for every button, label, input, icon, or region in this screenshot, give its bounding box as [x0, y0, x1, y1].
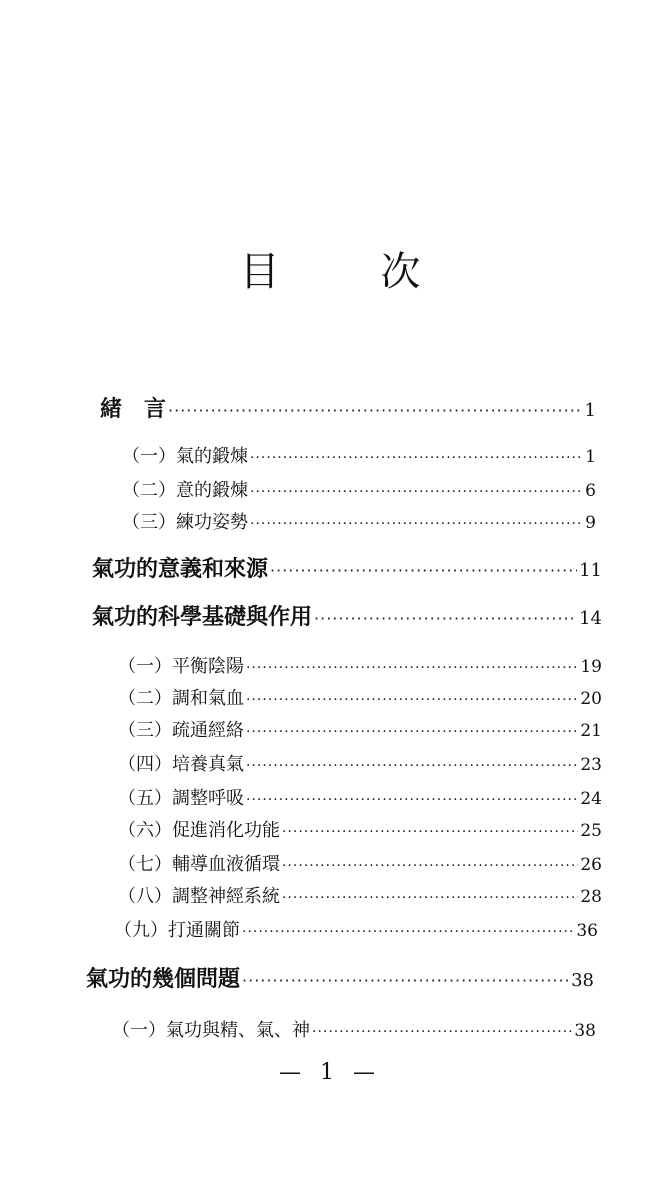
- dot-leader: [246, 758, 578, 774]
- toc-entry-page: 6: [585, 481, 596, 501]
- toc-entry[interactable]: [118, 850, 602, 876]
- toc-entry[interactable]: [118, 882, 602, 908]
- toc-entry[interactable]: [122, 508, 596, 534]
- dot-leader: [312, 1024, 572, 1040]
- dot-leader: [270, 561, 577, 580]
- toc-entry-page: 38: [574, 1021, 596, 1041]
- toc-entry-label: 氣功的科學基礎與作用: [92, 605, 313, 630]
- toc-entry-page: 1: [585, 447, 596, 467]
- toc-entry-label: （一）平衡陰陽: [118, 656, 244, 677]
- toc-entry[interactable]: [118, 750, 602, 776]
- dot-leader: [246, 660, 578, 676]
- dot-leader: [246, 692, 578, 708]
- toc-entry-page: 24: [580, 789, 602, 809]
- toc-entry-page: 25: [580, 821, 602, 841]
- toc-entry-label: （九）打通關節: [114, 920, 240, 941]
- dot-leader: [246, 724, 578, 740]
- dot-leader: [168, 401, 582, 420]
- toc-entry-page: 21: [580, 721, 602, 741]
- toc-entry-page: 9: [585, 513, 596, 533]
- toc-entry-label: （二）意的鍛煉: [122, 480, 248, 501]
- toc-entry-label: （一）氣功與精、氣、神: [112, 1020, 310, 1041]
- toc-entry[interactable]: [118, 716, 602, 742]
- toc-entry-chapter[interactable]: [86, 962, 594, 993]
- toc-entry-page: 23: [580, 755, 602, 775]
- dot-leader: [282, 858, 578, 874]
- dot-leader: [282, 890, 578, 906]
- toc-entry-label: （一）氣的鍛煉: [122, 446, 248, 467]
- toc-entry-page: 28: [580, 887, 602, 907]
- dot-leader: [242, 971, 569, 990]
- toc-entry-page: 38: [571, 970, 594, 991]
- dot-leader: [282, 824, 578, 840]
- dot-leader: [242, 924, 574, 940]
- dot-leader: [250, 450, 582, 466]
- toc-entry[interactable]: [112, 1016, 596, 1042]
- title-char-2: 次: [380, 249, 421, 295]
- toc-entry-chapter[interactable]: [92, 600, 602, 631]
- toc-entry-label: 氣功的意義和來源: [92, 557, 269, 582]
- page-title: [0, 248, 660, 296]
- dot-leader: [250, 516, 582, 532]
- toc-entry[interactable]: [122, 476, 596, 502]
- toc-entry-label: （四）培養真氣: [118, 754, 244, 775]
- toc-entry-label: （八）調整神經系統: [118, 886, 280, 907]
- toc-entry[interactable]: [118, 784, 602, 810]
- toc-entry-page: 26: [580, 855, 602, 875]
- toc-entry-page: 14: [579, 608, 602, 629]
- toc-entry-intro[interactable]: [100, 392, 596, 423]
- toc-entry-label: （二）調和氣血: [118, 688, 244, 709]
- toc-entry-label: （六）促進消化功能: [118, 820, 280, 841]
- dot-leader: [250, 484, 582, 500]
- toc-entry-label: 緒 言: [100, 397, 167, 422]
- toc-entry[interactable]: [114, 916, 598, 942]
- toc-entry-chapter[interactable]: [92, 552, 602, 583]
- toc-entry-page: 11: [579, 560, 602, 581]
- toc-entry-label: （七）輔導血液循環: [118, 854, 280, 875]
- toc-entry-label: （三）疏通經絡: [118, 720, 244, 741]
- toc-entry-label: （五）調整呼吸: [118, 788, 244, 809]
- toc-entry[interactable]: [118, 652, 602, 678]
- dot-leader: [246, 792, 578, 808]
- toc-entry-page: 19: [580, 657, 602, 677]
- toc-entry-label: （三）練功姿勢: [122, 512, 248, 533]
- toc-entry-page: 36: [576, 921, 598, 941]
- toc-entry-page: 20: [580, 689, 602, 709]
- title-char-1: 目: [239, 249, 280, 295]
- toc-entry[interactable]: [122, 442, 596, 468]
- page-number: — 1 —: [279, 1060, 381, 1085]
- toc-entry-page: 1: [584, 400, 596, 421]
- toc-entry[interactable]: [118, 816, 602, 842]
- toc-entry-label: 氣功的幾個問題: [86, 967, 241, 992]
- dot-leader: [314, 609, 577, 628]
- toc-entry[interactable]: [118, 684, 602, 710]
